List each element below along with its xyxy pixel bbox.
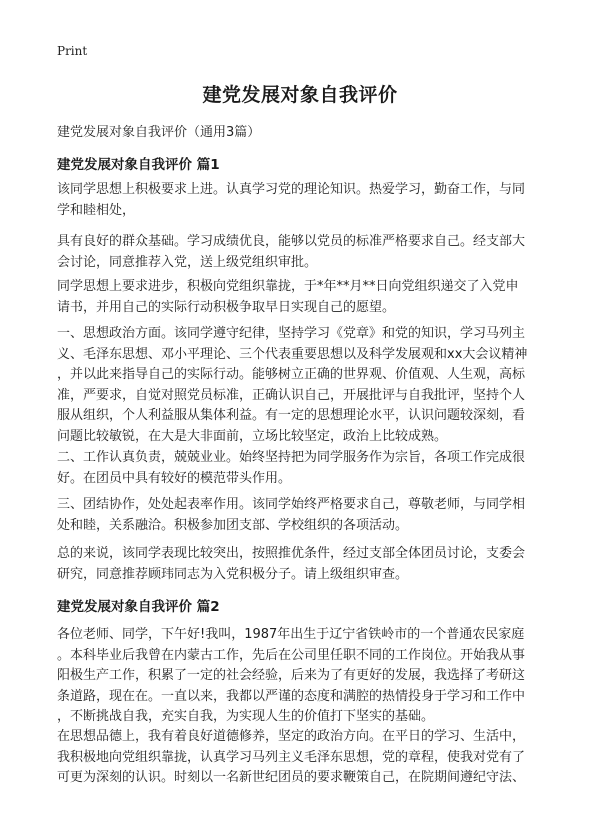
paragraph: 总的来说，该同学表现比较突出，按照推优条件，经过支部全体团员讨论，支委会 研究，同意推荐顾玮同志为入党积极分子。请上级组织审查。 — [57, 546, 526, 582]
section-heading-2: 建党发展对象自我评价 篇2 — [57, 599, 220, 615]
paragraph: 二、工作认真负责，兢兢业业。始终坚持把为同学服务作为宗旨，各项工作完成很 好。在团员中具有较好的模范带头作用。 — [57, 450, 526, 486]
document-subtitle: 建党发展对象自我评价（通用3篇） — [57, 125, 261, 140]
page-title: 建党发展对象自我评价 — [202, 84, 398, 106]
paragraph: 同学思想上要求进步，积极向党组织靠拢，于*年**月**日向党组织递交了入党申 请书，并用自己的实际行动积极争取早日实现自己的愿望。 — [57, 279, 519, 315]
section-heading-1: 建党发展对象自我评价 篇1 — [57, 157, 220, 173]
paragraph: 三、团结协作，处处起表率作用。该同学始终严格要求自己，尊敬老师，与同学相 处和睦，关系融洽。积极参加团支部、学校组织的各项活动。 — [57, 497, 526, 533]
paragraph: 各位老师、同学，下午好!我叫，1987年出生于辽宁省铁岭市的一个普通农民家庭 。本科毕业后我曾在内蒙古工作，先后在公司里任职不同的工作岗位。开始我从事 阳极生产工作，积累了一定的社会经验，后来为了有更好的发展，我选择了考研这 条道路，现在在。一直以来，我都以严谨的态度和满腔的热情投身于学习和工作中 ，不断挑战自我，充实自我，为实现人生的价值打下坚实的基础。 — [57, 627, 526, 724]
paragraph: 该同学思想上积极要求上进。认真学习党的理论知识。热爱学习，勤奋工作，与同 学和睦相处， — [57, 182, 526, 218]
paragraph: 一、思想政治方面。该同学遵守纪律，坚持学习《党章》和党的知识，学习马列主 义、毛泽东思想、邓小平理论、三个代表重要思想以及科学发展观和xx大会议精神 ，并以此来指导自己的实际行动。能够树立正确的世界观、价值观、人生观，高标 准，严要求，自觉对照党员标准，正确认识自己，开展批评与自我批评，坚持个人 服从组织，个人利益服从集体利益。有一定的思想理论水平，认识问题较深刻，看 问题比较敏锐，在大是大非面前，立场比较坚定，政治上比较成熟。 — [57, 326, 528, 444]
paragraph: 在思想品德上，我有着良好道德修养，坚定的政治方向。在平日的学习、生活中， 我积极地向党组织靠拢，认真学习马列主义毛泽东思想，党的章程，使我对党有了 可更为深刻的认识。时刻以一名新世纪团员的要求鞭策自己，在院期间遵纪守法、 — [57, 729, 526, 785]
paragraph: 具有良好的群众基础。学习成绩优良，能够以党员的标准严格要求自己。经支部大 会讨论，同意推荐入党，送上级党组织审批。 — [57, 234, 526, 270]
print-link[interactable]: Print — [57, 44, 88, 58]
